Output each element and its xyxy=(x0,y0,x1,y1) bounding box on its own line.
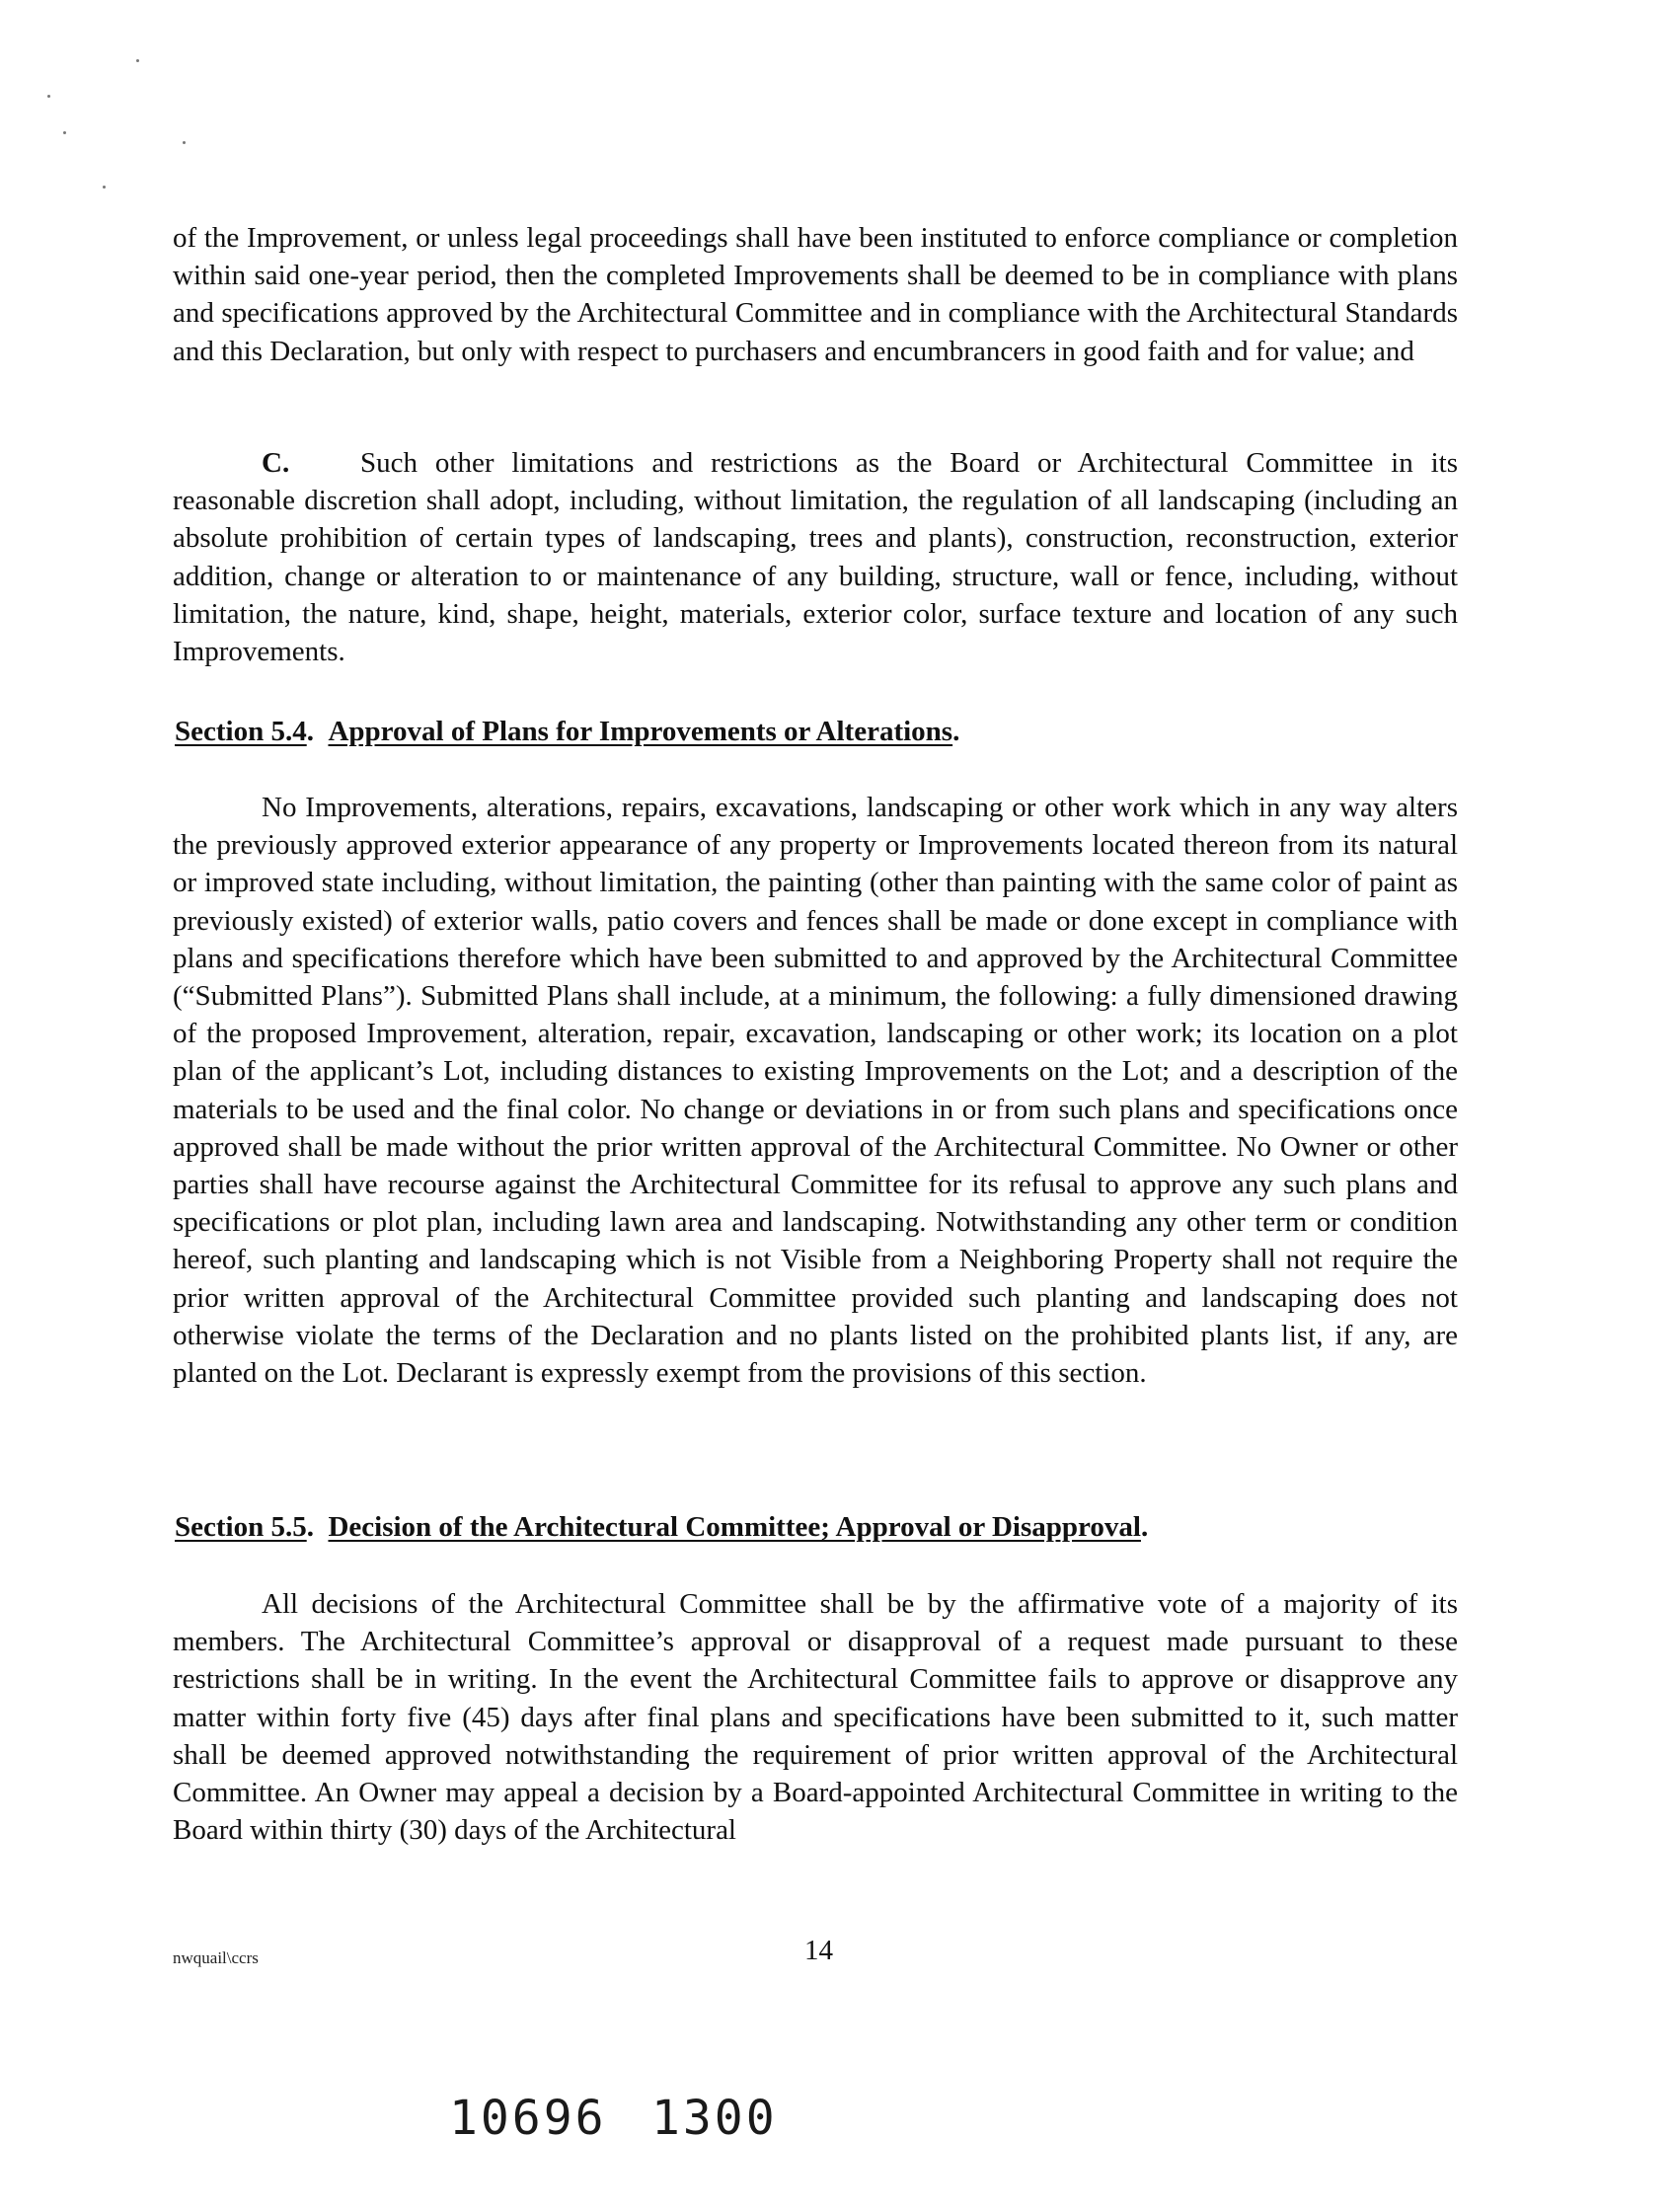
section-5-4-heading: Section 5.4. Approval of Plans for Improvements or Alterations. xyxy=(175,716,960,747)
recording-stamp-page: 1300 xyxy=(651,2091,778,2146)
item-c-paragraph xyxy=(173,444,1458,670)
scan-speck xyxy=(63,131,66,134)
section-5-5-heading: Section 5.5. Decision of the Architectural Committee; Approval or Disapproval. xyxy=(175,1511,1149,1543)
section-5-5-body-text: All decisions of the Architectural Committee shall be by the affirmative vote of a majority of its members. The Architectural Committee’s approval or disapproval of a request made pursuant to these restrictions shall be in writing. In the event the Architectural Committee fails to approve or disapprove any matter within forty five (45) days after final plans and specifications have been submitted to it, such matter shall be deemed approved notwithstanding the requirement of prior written approval of the Architectural Committee. An Owner may appeal a decision by a Board-appointed Architectural Committee in writing to the Board within thirty (30) days of the Architectural xyxy=(173,1588,1458,1847)
recording-stamp-book: 10696 xyxy=(449,2091,607,2146)
footer-file-id: nwquail\ccrs xyxy=(173,1948,259,1967)
section-5-4-title: Approval of Plans for Improvements or Alterations xyxy=(328,716,953,747)
continuation-paragraph-text: of the Improvement, or unless legal proceedings shall have been instituted to enforce compliance or completion within said one-year period, then the completed Improvements shall be deemed to be in compliance with plans and specifications approved by the Architectural Committee and in compliance with the Architectural Standards and this Declaration, but only with respect to purchasers and encumbrancers in good faith and for value; and xyxy=(173,222,1458,367)
scan-speck xyxy=(103,186,106,189)
scan-speck xyxy=(47,95,50,98)
page-number: 14 xyxy=(804,1935,833,1966)
section-5-5-number: Section 5.5 xyxy=(175,1511,307,1543)
item-c-letter: C. xyxy=(262,447,290,479)
section-5-4-body-text: No Improvements, alterations, repairs, excavations, landscaping or other work which in any way alters the previously approved exterior appearance of any property or Improvements located thereon from its natural or improved state including, without limitation, the painting (other than painting with the same color of paint as previously existed) of exterior walls, patio covers and fences shall be made or done except in compliance with plans and specifications therefore which have been submitted to and approved by the Architectural Committee (“Submitted Plans”). Submitted Plans shall include, at a minimum, the following: a fully dimensioned drawing of the proposed Improvement, alteration, repair, excavation, landscaping or other work; its location on a plot plan of the applicant’s Lot, including distances to existing Improvements on the Lot; and a description of the materials to be used and the final color. No change or deviations in or from such plans and specifications once approved shall be made without the prior written approval of the Architectural Committee. No Owner or other parties shall have recourse against the Architectural Committee for its refusal to approve any such plans and specifications or plot plan, including lawn area and landscaping. Notwithstanding any other term or condition hereof, such planting and landscaping which is not Visible from a Neighboring Property shall not require the prior written approval of the Architectural Committee provided such planting and landscaping does not otherwise violate the terms of the Declaration and no plants listed on the prohibited plants list, if any, are planted on the Lot. Declarant is expressly exempt from the provisions of this section. xyxy=(173,792,1458,1390)
scan-speck xyxy=(183,141,186,144)
item-c-text: Such other limitations and restrictions as the Board or Architectural Committee in its reasonable discretion shall adopt, including, without limitation, the regulation of all landscaping (including an absolute prohibition of certain types of landscaping, trees and plants), construction, reconstruction, exterior addition, change or alteration to or maintenance of any building, structure, wall or fence, including, without limitation, the nature, kind, shape, height, materials, exterior color, surface texture and location of any such Improvements. xyxy=(173,447,1458,668)
section-5-5-body xyxy=(173,1585,1458,1849)
scan-speck xyxy=(136,59,139,62)
section-5-4-number: Section 5.4 xyxy=(175,716,307,747)
section-5-5-title: Decision of the Architectural Committee; Approval or Disapproval xyxy=(328,1511,1141,1543)
continuation-paragraph xyxy=(173,219,1458,370)
section-5-4-body xyxy=(173,789,1458,1392)
